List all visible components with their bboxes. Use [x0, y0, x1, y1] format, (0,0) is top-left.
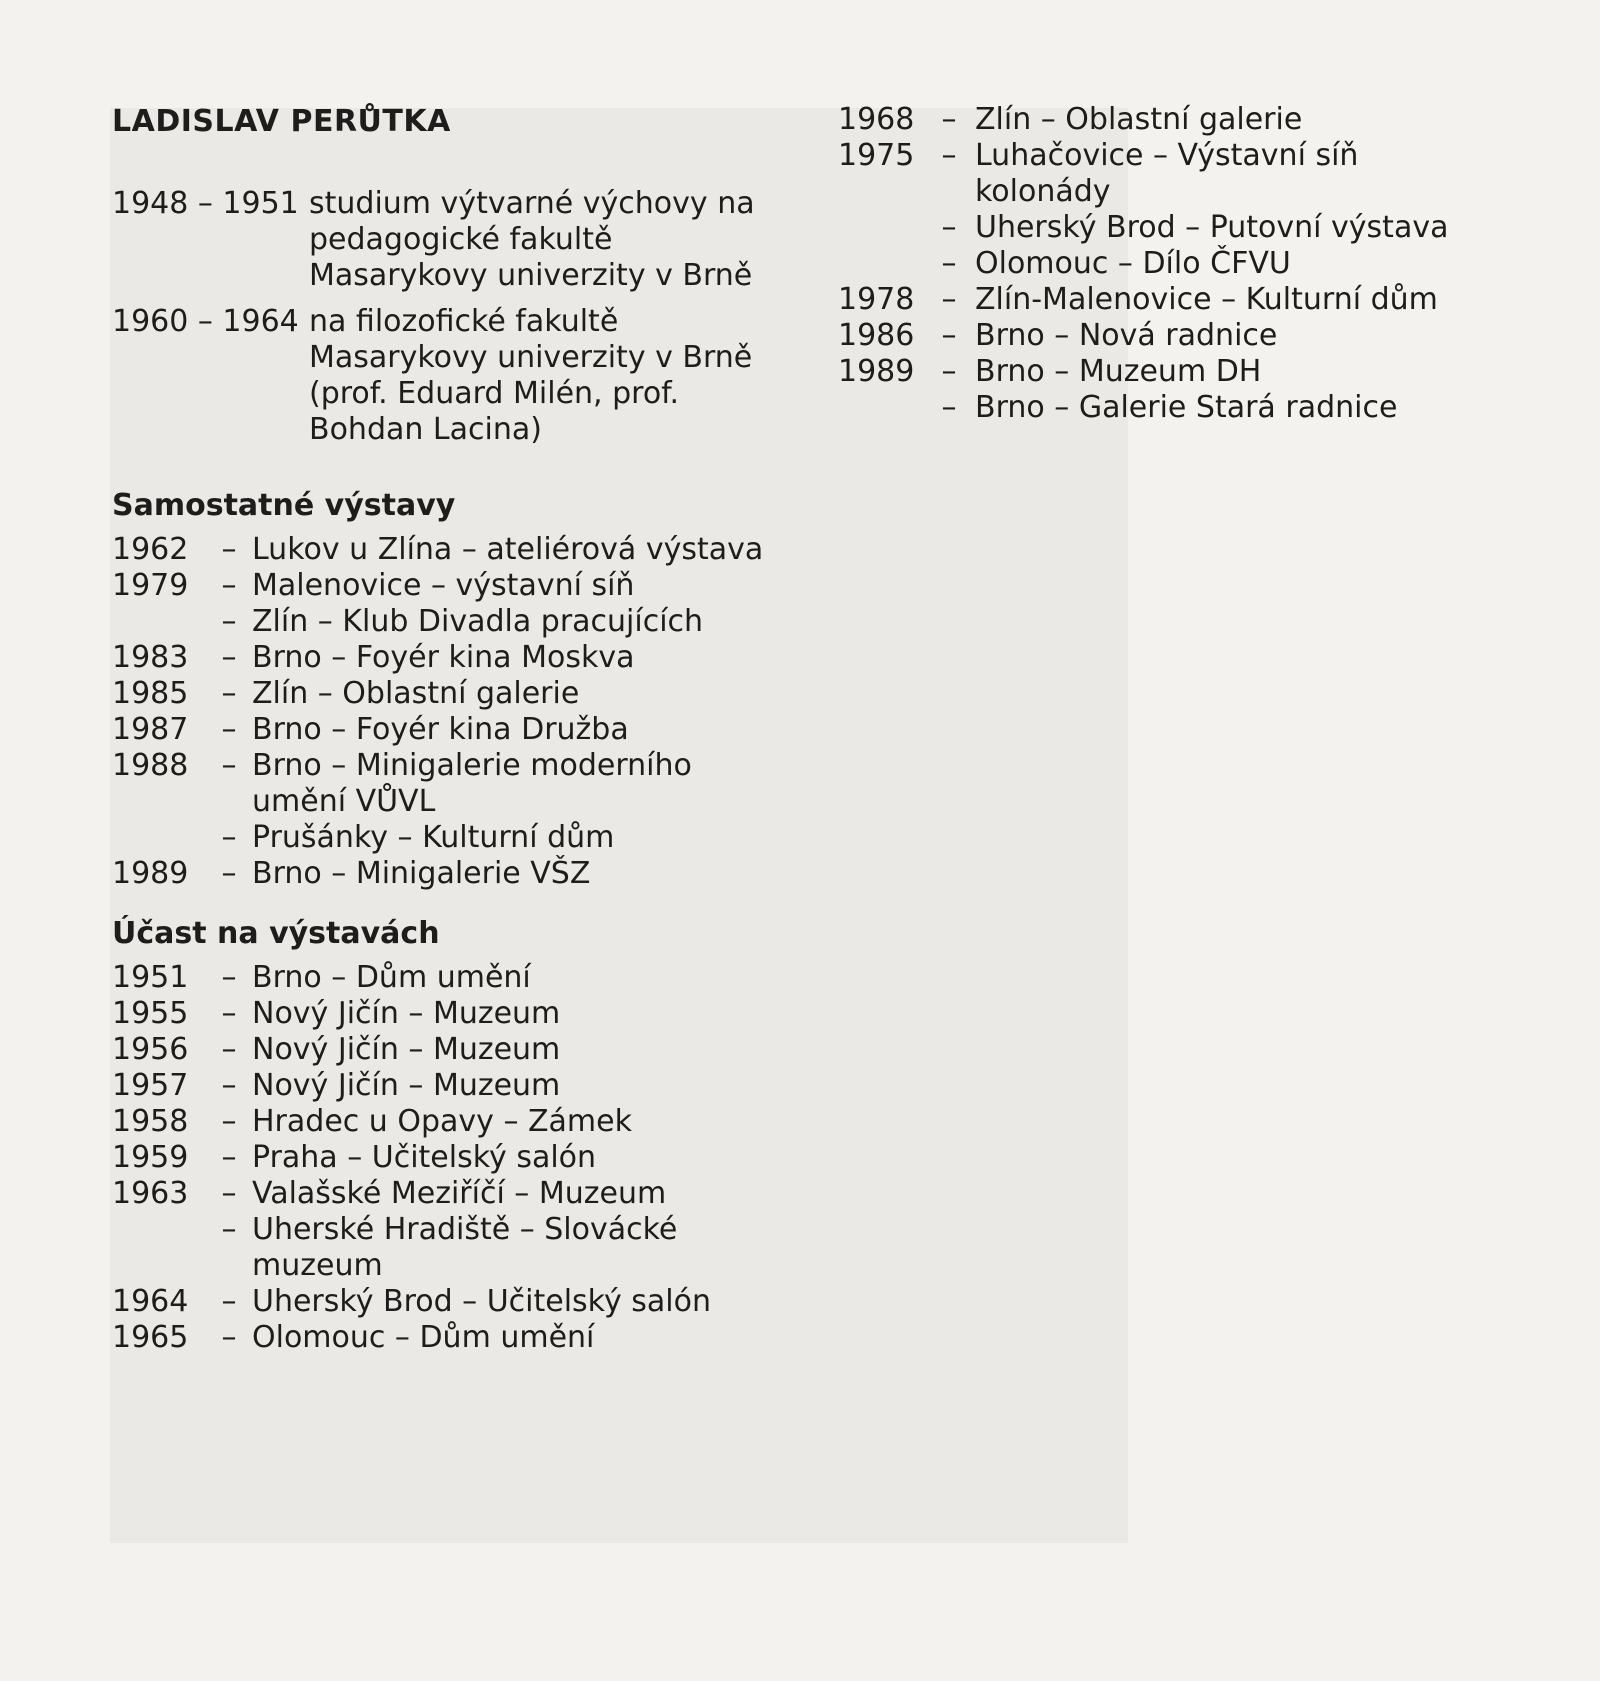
- exhibition-text: Brno – Nová radnice: [975, 318, 1278, 353]
- education-list: [112, 186, 792, 448]
- exhibition-year: 1956: [112, 1032, 189, 1067]
- exhibition-row: [838, 390, 1498, 426]
- exhibition-row: [112, 676, 792, 712]
- exhibition-dash: –: [941, 246, 957, 281]
- exhibition-text: Brno – Dům umění: [252, 960, 531, 995]
- exhibition-year: 1962: [112, 532, 189, 567]
- exhibition-row: [112, 1032, 792, 1068]
- exhibition-year: [112, 604, 206, 640]
- education-years: 1948 – 1951: [112, 186, 299, 221]
- group-exhibitions-heading: Účast na výstavách: [112, 916, 440, 951]
- exhibition-row: [838, 102, 1498, 138]
- exhibition-row: [112, 1320, 792, 1356]
- exhibition-dash: –: [221, 856, 237, 891]
- education-years: 1960 – 1964: [112, 304, 299, 339]
- exhibition-row: [112, 532, 792, 568]
- exhibition-text: Nový Jičín – Muzeum: [252, 996, 561, 1031]
- exhibition-text: Olomouc – Dům umění: [252, 1320, 595, 1355]
- exhibition-year: 1968: [838, 102, 915, 137]
- exhibition-dash: –: [221, 960, 237, 995]
- exhibition-year: 1987: [112, 712, 189, 747]
- exhibition-row: [838, 354, 1498, 390]
- author-name: LADISLAV PERŮTKA: [112, 104, 451, 139]
- exhibition-row: [112, 1068, 792, 1104]
- exhibition-dash: –: [221, 1176, 237, 1211]
- exhibition-row: [112, 640, 792, 676]
- exhibition-dash: –: [941, 390, 957, 425]
- solo-exhibitions-list: [112, 532, 792, 892]
- exhibition-row: [112, 1176, 792, 1212]
- exhibition-text: Hradec u Opavy – Zámek: [252, 1104, 632, 1139]
- exhibition-dash: –: [221, 1068, 237, 1103]
- exhibition-dash: –: [221, 604, 237, 639]
- education-row: [112, 186, 792, 294]
- exhibition-row: [838, 138, 1498, 210]
- exhibition-year: 1988: [112, 748, 189, 783]
- exhibition-text: Praha – Učitelský salón: [252, 1140, 597, 1175]
- exhibition-row: [112, 748, 792, 820]
- exhibition-row: [112, 960, 792, 996]
- exhibition-text: Olomouc – Dílo ČFVU: [975, 246, 1291, 281]
- exhibition-year: [112, 1212, 206, 1284]
- exhibition-row: [112, 712, 792, 748]
- exhibition-dash: –: [221, 676, 237, 711]
- exhibition-dash: –: [221, 640, 237, 675]
- exhibition-row: [112, 1104, 792, 1140]
- exhibition-dash: –: [941, 102, 957, 137]
- exhibition-row: [838, 246, 1498, 282]
- exhibition-dash: –: [221, 748, 237, 783]
- exhibition-text: Brno – Muzeum DH: [975, 354, 1262, 389]
- exhibition-dash: –: [221, 532, 237, 567]
- exhibition-year: [838, 390, 923, 426]
- exhibition-dash: –: [221, 568, 237, 603]
- exhibition-text: Uherský Brod – Učitelský salón: [252, 1284, 711, 1319]
- right-column: [838, 102, 1498, 426]
- left-column: [112, 102, 792, 1356]
- exhibition-text: Prušánky – Kulturní dům: [252, 820, 615, 855]
- exhibition-text: Zlín – Oblastní galerie: [252, 676, 580, 711]
- exhibition-year: [112, 820, 206, 856]
- exhibition-text: Brno – Foyér kina Moskva: [252, 640, 635, 675]
- exhibition-row: [112, 604, 792, 640]
- exhibition-year: 1989: [112, 856, 189, 891]
- exhibition-year: [838, 246, 923, 282]
- exhibition-year: 1985: [112, 676, 189, 711]
- exhibition-text: Brno – Galerie Stará radnice: [975, 390, 1398, 425]
- exhibition-text: Luhačovice – Výstavní síň kolonády: [975, 138, 1359, 209]
- exhibition-dash: –: [941, 138, 957, 173]
- exhibition-dash: –: [221, 996, 237, 1031]
- exhibition-dash: –: [941, 282, 957, 317]
- exhibition-dash: –: [221, 712, 237, 747]
- exhibition-row: [112, 1140, 792, 1176]
- exhibition-row: [112, 856, 792, 892]
- group-exhibitions-list: [112, 960, 792, 1356]
- exhibition-year: 1986: [838, 318, 915, 353]
- exhibition-text: Malenovice – výstavní síň: [252, 568, 635, 603]
- exhibition-year: 1989: [838, 354, 915, 389]
- exhibition-year: 1963: [112, 1176, 189, 1211]
- exhibition-text: Zlín – Oblastní galerie: [975, 102, 1303, 137]
- exhibition-text: Zlín – Klub Divadla pracujících: [252, 604, 704, 639]
- exhibition-text: Nový Jičín – Muzeum: [252, 1032, 561, 1067]
- exhibition-row: [112, 568, 792, 604]
- exhibition-dash: –: [941, 318, 957, 353]
- exhibition-text: Uherský Brod – Putovní výstava: [975, 210, 1449, 245]
- exhibition-dash: –: [941, 354, 957, 389]
- exhibition-dash: –: [221, 1032, 237, 1067]
- exhibition-row: [838, 318, 1498, 354]
- exhibition-dash: –: [221, 1104, 237, 1139]
- exhibition-text: Zlín-Malenovice – Kulturní dům: [975, 282, 1438, 317]
- exhibition-text: Brno – Foyér kina Družba: [252, 712, 629, 747]
- exhibition-dash: –: [221, 1320, 237, 1355]
- exhibition-text: Uherské Hradiště – Slovácké muzeum: [252, 1212, 678, 1283]
- exhibition-dash: –: [221, 1284, 237, 1319]
- exhibition-year: 1979: [112, 568, 189, 603]
- exhibition-year: 1983: [112, 640, 189, 675]
- exhibition-row: [838, 282, 1498, 318]
- education-text: na filozofické fakultě Masarykovy univerzity v Brně (prof. Eduard Milén, prof. Bohdan Lacina): [309, 304, 753, 447]
- group-exhibitions-continued: [838, 102, 1498, 426]
- exhibition-dash: –: [221, 820, 237, 855]
- exhibition-year: 1957: [112, 1068, 189, 1103]
- education-row: [112, 304, 792, 448]
- solo-exhibitions-heading: Samostatné výstavy: [112, 488, 456, 523]
- exhibition-row: [838, 210, 1498, 246]
- exhibition-dash: –: [221, 1212, 237, 1247]
- exhibition-year: 1965: [112, 1320, 189, 1355]
- exhibition-year: 1978: [838, 282, 915, 317]
- education-text: studium výtvarné výchovy na pedagogické fakultě Masarykovy univerzity v Brně: [309, 186, 755, 293]
- exhibition-row: [112, 1284, 792, 1320]
- exhibition-row: [112, 820, 792, 856]
- exhibition-row: [112, 996, 792, 1032]
- exhibition-text: Nový Jičín – Muzeum: [252, 1068, 561, 1103]
- exhibition-year: 1955: [112, 996, 189, 1031]
- exhibition-year: 1975: [838, 138, 915, 173]
- exhibition-year: [838, 210, 923, 246]
- exhibition-dash: –: [941, 210, 957, 245]
- exhibition-row: [112, 1212, 792, 1284]
- exhibition-dash: –: [221, 1140, 237, 1175]
- exhibition-year: 1958: [112, 1104, 189, 1139]
- exhibition-year: 1959: [112, 1140, 189, 1175]
- exhibition-text: Valašské Meziříčí – Muzeum: [252, 1176, 667, 1211]
- exhibition-year: 1951: [112, 960, 189, 995]
- exhibition-year: 1964: [112, 1284, 189, 1319]
- exhibition-text: Brno – Minigalerie moderního umění VŮVL: [252, 748, 692, 819]
- exhibition-text: Brno – Minigalerie VŠZ: [252, 856, 591, 891]
- exhibition-text: Lukov u Zlína – ateliérová výstava: [252, 532, 764, 567]
